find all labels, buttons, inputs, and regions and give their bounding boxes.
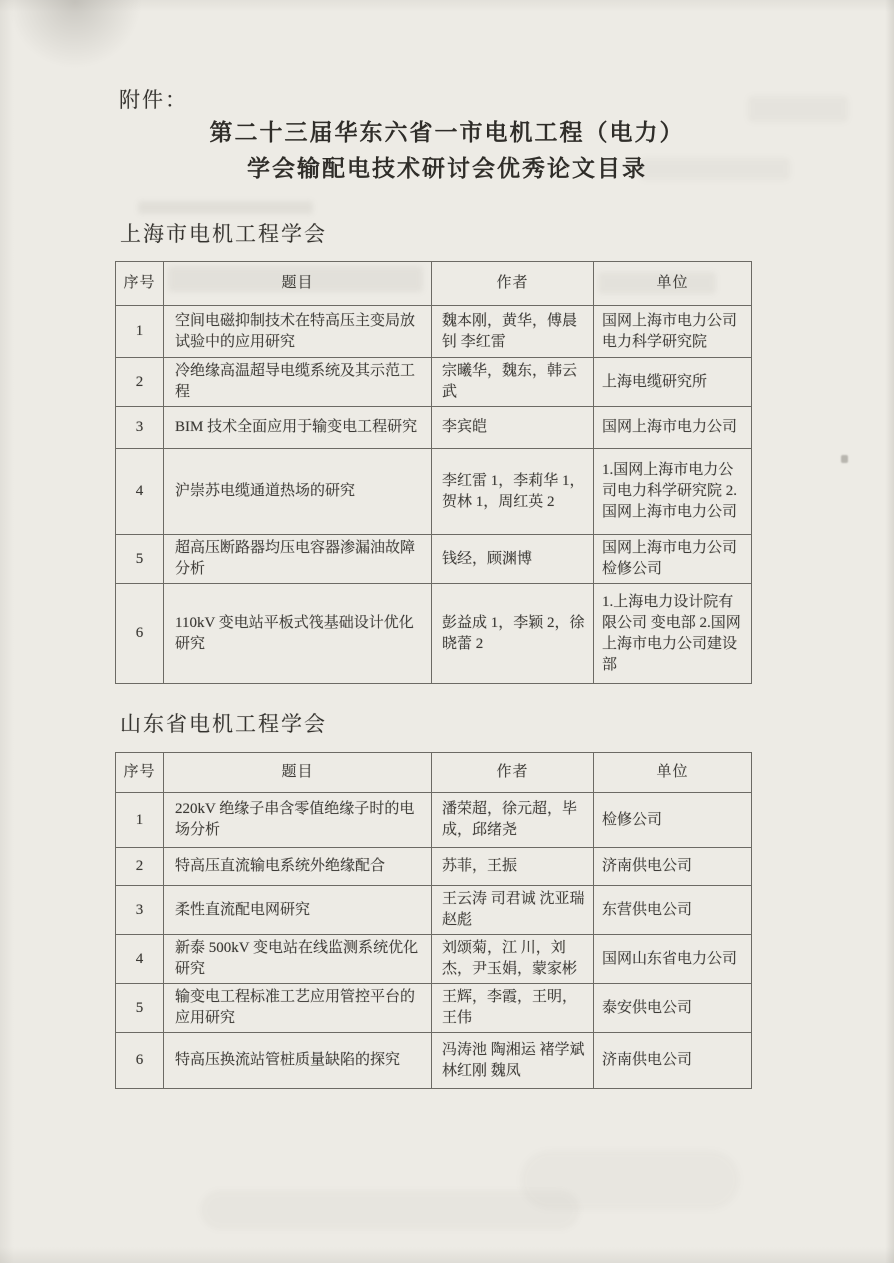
scan-speck: [841, 455, 848, 463]
paper-authors: 王辉，李霞，王明，王伟: [432, 984, 594, 1033]
paper-authors: 王云涛 司君诚 沈亚瑞 赵彪: [432, 886, 594, 935]
table-row: [116, 584, 752, 684]
row-number: 2: [116, 848, 164, 886]
row-number: 6: [116, 584, 164, 684]
document-title-line1: 第二十三届华东六省一市电机工程（电力）: [209, 119, 685, 145]
table-row: [116, 793, 752, 848]
column-header-no: 序号: [116, 262, 164, 306]
paper-authors: 潘荣超，徐元超，毕成，邱绪尧: [432, 793, 594, 848]
paper-authors: 彭益成 1，李颖 2，徐晓蕾 2: [432, 584, 594, 684]
row-number: 6: [116, 1033, 164, 1089]
paper-authors: 刘颂菊，江 川，刘杰，尹玉娟，蒙家彬: [432, 935, 594, 984]
paper-title: 特高压换流站管桩质量缺陷的探究: [164, 1033, 432, 1089]
paper-title: 超高压断路器均压电容器渗漏油故障分析: [164, 535, 432, 584]
paper-title: 柔性直流配电网研究: [164, 886, 432, 935]
column-header-authors: 作者: [432, 262, 594, 306]
paper-organization: 国网上海市电力公司电力科学研究院: [594, 306, 752, 358]
paper-organization: 泰安供电公司: [594, 984, 752, 1033]
table-header-row: [116, 262, 752, 306]
row-number: 4: [116, 449, 164, 535]
paper-title: 空间电磁抑制技术在特高压主变局放试验中的应用研究: [164, 306, 432, 358]
column-header-title: 题目: [164, 753, 432, 793]
column-header-org: 单位: [594, 262, 752, 306]
paper-organization: 检修公司: [594, 793, 752, 848]
document-title: [0, 114, 894, 186]
paper-organization: 1.上海电力设计院有限公司 变电部 2.国网上海市电力公司建设部: [594, 584, 752, 684]
papers-table-shanghai: [115, 261, 752, 684]
table-row: [116, 449, 752, 535]
row-number: 3: [116, 886, 164, 935]
table-row: [116, 848, 752, 886]
row-number: 5: [116, 535, 164, 584]
row-number: 4: [116, 935, 164, 984]
paper-title: 新泰 500kV 变电站在线监测系统优化研究: [164, 935, 432, 984]
table-row: [116, 407, 752, 449]
column-header-title: 题目: [164, 262, 432, 306]
table-row: [116, 984, 752, 1033]
scan-shading: [520, 1150, 740, 1210]
paper-title: 冷绝缘高温超导电缆系统及其示范工程: [164, 358, 432, 407]
paper-authors: 钱经，顾渊博: [432, 535, 594, 584]
document-title-line2: 学会输配电技术研讨会优秀论文目录: [247, 155, 647, 181]
paper-organization: 济南供电公司: [594, 1033, 752, 1089]
paper-organization: 国网上海市电力公司: [594, 407, 752, 449]
row-number: 5: [116, 984, 164, 1033]
paper-authors: 宗曦华，魏东，韩云武: [432, 358, 594, 407]
row-number: 3: [116, 407, 164, 449]
paper-authors: 冯涛池 陶湘运 褚学斌 林红刚 魏凤: [432, 1033, 594, 1089]
table-row: [116, 358, 752, 407]
paper-organization: 东营供电公司: [594, 886, 752, 935]
table-row: [116, 306, 752, 358]
paper-authors: 魏本刚，黄华，傅晨钊 李红雷: [432, 306, 594, 358]
paper-organization: 济南供电公司: [594, 848, 752, 886]
paper-title: 110kV 变电站平板式筏基础设计优化研究: [164, 584, 432, 684]
bleed-through-smudge: [138, 201, 313, 214]
paper-authors: 苏菲，王振: [432, 848, 594, 886]
paper-authors: 李宾皑: [432, 407, 594, 449]
column-header-authors: 作者: [432, 753, 594, 793]
table-row: [116, 886, 752, 935]
section-title-shandong: 山东省电机工程学会: [120, 712, 327, 736]
row-number: 1: [116, 793, 164, 848]
attachment-label: 附件：: [119, 88, 188, 112]
scan-shading: [200, 1190, 580, 1230]
paper-title: BIM 技术全面应用于输变电工程研究: [164, 407, 432, 449]
section-title-shanghai: 上海市电机工程学会: [120, 222, 327, 246]
paper-authors: 李红雷 1，李莉华 1，贺林 1，周红英 2: [432, 449, 594, 535]
paper-organization: 国网山东省电力公司: [594, 935, 752, 984]
paper-organization: 国网上海市电力公司检修公司: [594, 535, 752, 584]
paper-title: 沪崇苏电缆通道热场的研究: [164, 449, 432, 535]
papers-table-shandong: [115, 752, 752, 1089]
row-number: 2: [116, 358, 164, 407]
table-row: [116, 1033, 752, 1089]
table-row: [116, 535, 752, 584]
table-row: [116, 935, 752, 984]
paper-title: 特高压直流输电系统外绝缘配合: [164, 848, 432, 886]
row-number: 1: [116, 306, 164, 358]
paper-title: 输变电工程标准工艺应用管控平台的应用研究: [164, 984, 432, 1033]
table-header-row: [116, 753, 752, 793]
column-header-no: 序号: [116, 753, 164, 793]
column-header-org: 单位: [594, 753, 752, 793]
paper-organization: 1.国网上海市电力公司电力科学研究院 2. 国网上海市电力公司: [594, 449, 752, 535]
paper-organization: 上海电缆研究所: [594, 358, 752, 407]
paper-title: 220kV 绝缘子串含零值绝缘子时的电场分析: [164, 793, 432, 848]
